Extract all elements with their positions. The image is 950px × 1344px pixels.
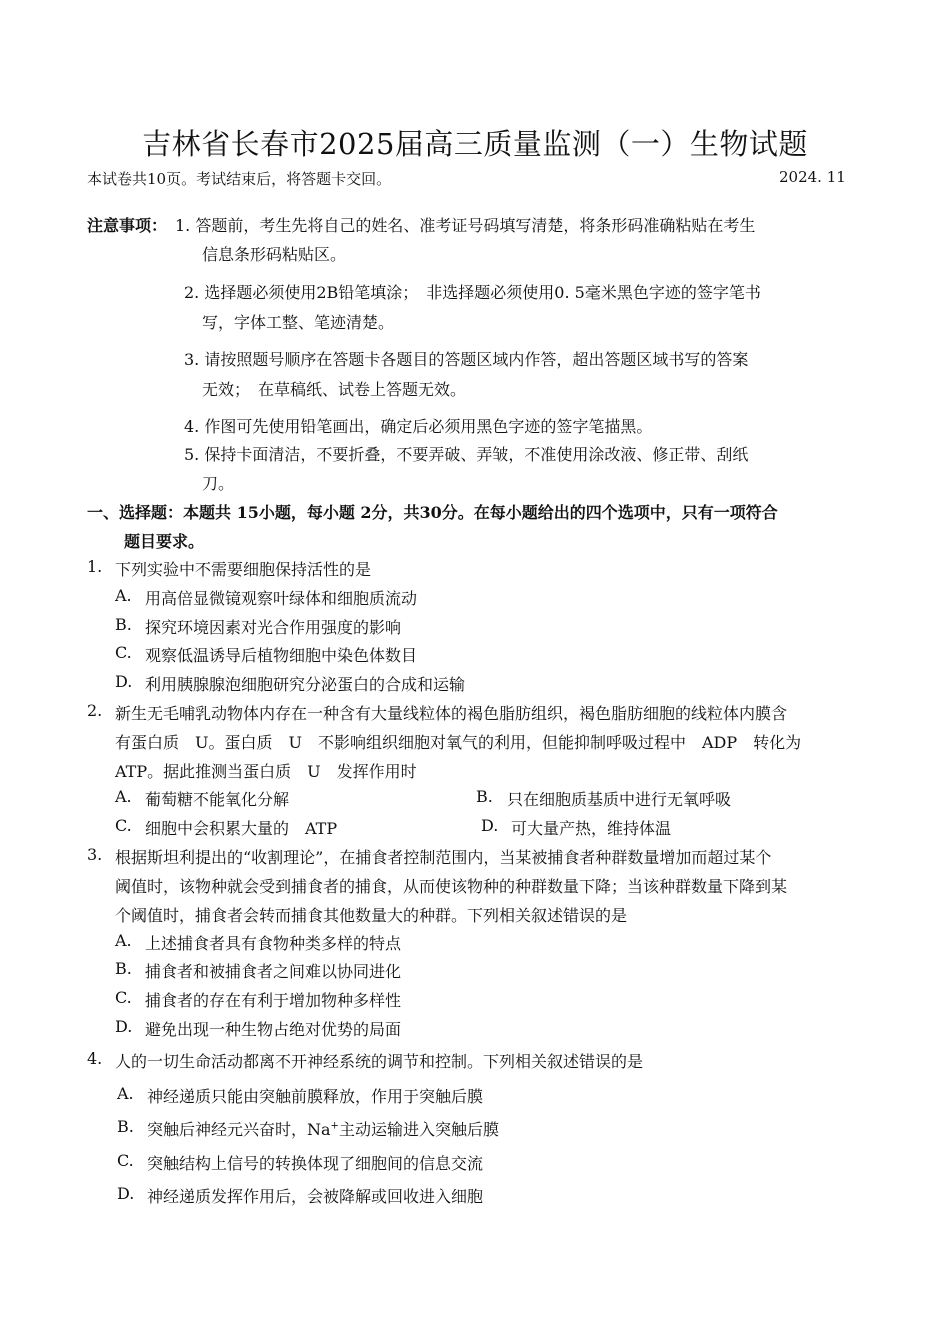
question-stem: 根据斯坦利提出的“收割理论”，在捕食者控制范围内，当某被捕食者种群数量增加而超过某个 bbox=[115, 848, 772, 867]
option-label: D. bbox=[481, 816, 499, 835]
option-text-pre: 突触后神经元兴奋时，Na bbox=[147, 1120, 331, 1139]
option-text: 细胞中会积累大量的 ATP bbox=[145, 819, 338, 838]
notice-item-5-cont: 刀。 bbox=[202, 474, 235, 493]
option-label: C. bbox=[115, 816, 132, 835]
question-stem: 有蛋白质 U。蛋白质 U 不影响组织细胞对氧气的利用，但能抑制呼吸过程中 ADP 转化为 bbox=[115, 733, 802, 752]
option-text: 神经递质发挥作用后，会被降解或回收进入细胞 bbox=[147, 1187, 484, 1206]
notice-label: 注意事项： bbox=[87, 216, 168, 235]
option-text: 利用胰腺腺泡细胞研究分泌蛋白的合成和运输 bbox=[145, 675, 466, 694]
option-text: 只在细胞质基质中进行无氧呼吸 bbox=[507, 790, 732, 809]
option-label: B. bbox=[117, 1117, 134, 1136]
option-text bbox=[147, 1117, 499, 1140]
notice-item-2-cont: 写，字体工整、笔迹清楚。 bbox=[202, 313, 395, 332]
section-heading: 一、选择题：本题共 15小题，每小题 2分，共30分。在每小题给出的四个选项中，只有一项符合 bbox=[87, 503, 778, 522]
exam-intro: 本试卷共10页。考试结束后，将答题卡交回。 bbox=[87, 170, 392, 188]
question-stem: 下列实验中不需要细胞保持活性的是 bbox=[115, 560, 372, 579]
sodium-charge: + bbox=[330, 1120, 339, 1132]
section-heading-cont: 题目要求。 bbox=[124, 532, 205, 551]
question-stem: 新生无毛哺乳动物体内存在一种含有大量线粒体的褐色脂肪组织，褐色脂肪细胞的线粒体内膜含 bbox=[115, 704, 788, 723]
notice-item-1-cont: 信息条形码粘贴区。 bbox=[202, 245, 347, 264]
notice-item-2: 2. 选择题必须使用2B铅笔填涂； 非选择题必须使用0. 5毫米黑色字迹的签字笔书 bbox=[184, 283, 761, 302]
option-text-post: 主动运输进入突触后膜 bbox=[338, 1120, 499, 1139]
question-number: 1. bbox=[87, 557, 103, 576]
option-label: C. bbox=[115, 643, 132, 662]
question-number: 3. bbox=[87, 845, 103, 864]
option-label: C. bbox=[117, 1151, 134, 1170]
exam-date: 2024. 11 bbox=[779, 168, 846, 186]
question-number: 4. bbox=[87, 1049, 103, 1068]
notice-item-3: 3. 请按照题号顺序在答题卡各题目的答题区域内作答，超出答题区域书写的答案 bbox=[184, 350, 749, 369]
option-text: 上述捕食者具有食物种类多样的特点 bbox=[145, 934, 402, 953]
notice-item-3-cont: 无效； 在草稿纸、试卷上答题无效。 bbox=[202, 380, 467, 399]
option-text: 捕食者和被捕食者之间难以协同进化 bbox=[145, 962, 402, 981]
notice-item-1: 1. 答题前，考生先将自己的姓名、准考证号码填写清楚，将条形码准确粘贴在考生 bbox=[175, 216, 756, 235]
page-title: 吉林省长春市2025届高三质量监测（一）生物试题 bbox=[142, 127, 808, 161]
option-text: 突触结构上信号的转换体现了细胞间的信息交流 bbox=[147, 1154, 484, 1173]
option-text: 避免出现一种生物占绝对优势的局面 bbox=[145, 1020, 402, 1039]
option-label: D. bbox=[115, 1017, 133, 1036]
option-label: B. bbox=[476, 787, 493, 806]
option-label: A. bbox=[115, 787, 132, 806]
question-stem: 阈值时，该物种就会受到捕食者的捕食，从而使该物种的种群数量下降；当该种群数量下降到某 bbox=[115, 877, 788, 896]
option-text: 用高倍显微镜观察叶绿体和细胞质流动 bbox=[145, 589, 418, 608]
option-label: D. bbox=[115, 672, 133, 691]
option-text: 葡萄糖不能氧化分解 bbox=[145, 790, 290, 809]
option-label: B. bbox=[115, 959, 132, 978]
notice-item-4: 4. 作图可先使用铅笔画出，确定后必须用黑色字迹的签字笔描黑。 bbox=[184, 417, 653, 436]
question-stem: ATP。据此推测当蛋白质 U 发挥作用时 bbox=[115, 762, 417, 781]
option-text: 神经递质只能由突触前膜释放，作用于突触后膜 bbox=[147, 1087, 484, 1106]
question-stem: 个阈值时，捕食者会转而捕食其他数量大的种群。下列相关叙述错误的是 bbox=[115, 906, 628, 925]
option-label: B. bbox=[115, 615, 132, 634]
option-label: A. bbox=[115, 586, 132, 605]
option-label: A. bbox=[115, 931, 132, 950]
notice-item-5: 5. 保持卡面清洁，不要折叠，不要弄破、弄皱，不准使用涂改液、修正带、刮纸 bbox=[184, 445, 749, 464]
option-label: C. bbox=[115, 988, 132, 1007]
question-stem: 人的一切生命活动都离不开神经系统的调节和控制。下列相关叙述错误的是 bbox=[115, 1052, 644, 1071]
option-text: 可大量产热，维持体温 bbox=[511, 819, 672, 838]
option-text: 捕食者的存在有利于增加物种多样性 bbox=[145, 991, 402, 1010]
option-text: 观察低温诱导后植物细胞中染色体数目 bbox=[145, 646, 418, 665]
question-number: 2. bbox=[87, 701, 103, 720]
option-label: A. bbox=[117, 1084, 134, 1103]
option-label: D. bbox=[117, 1184, 135, 1203]
option-text: 探究环境因素对光合作用强度的影响 bbox=[145, 618, 402, 637]
